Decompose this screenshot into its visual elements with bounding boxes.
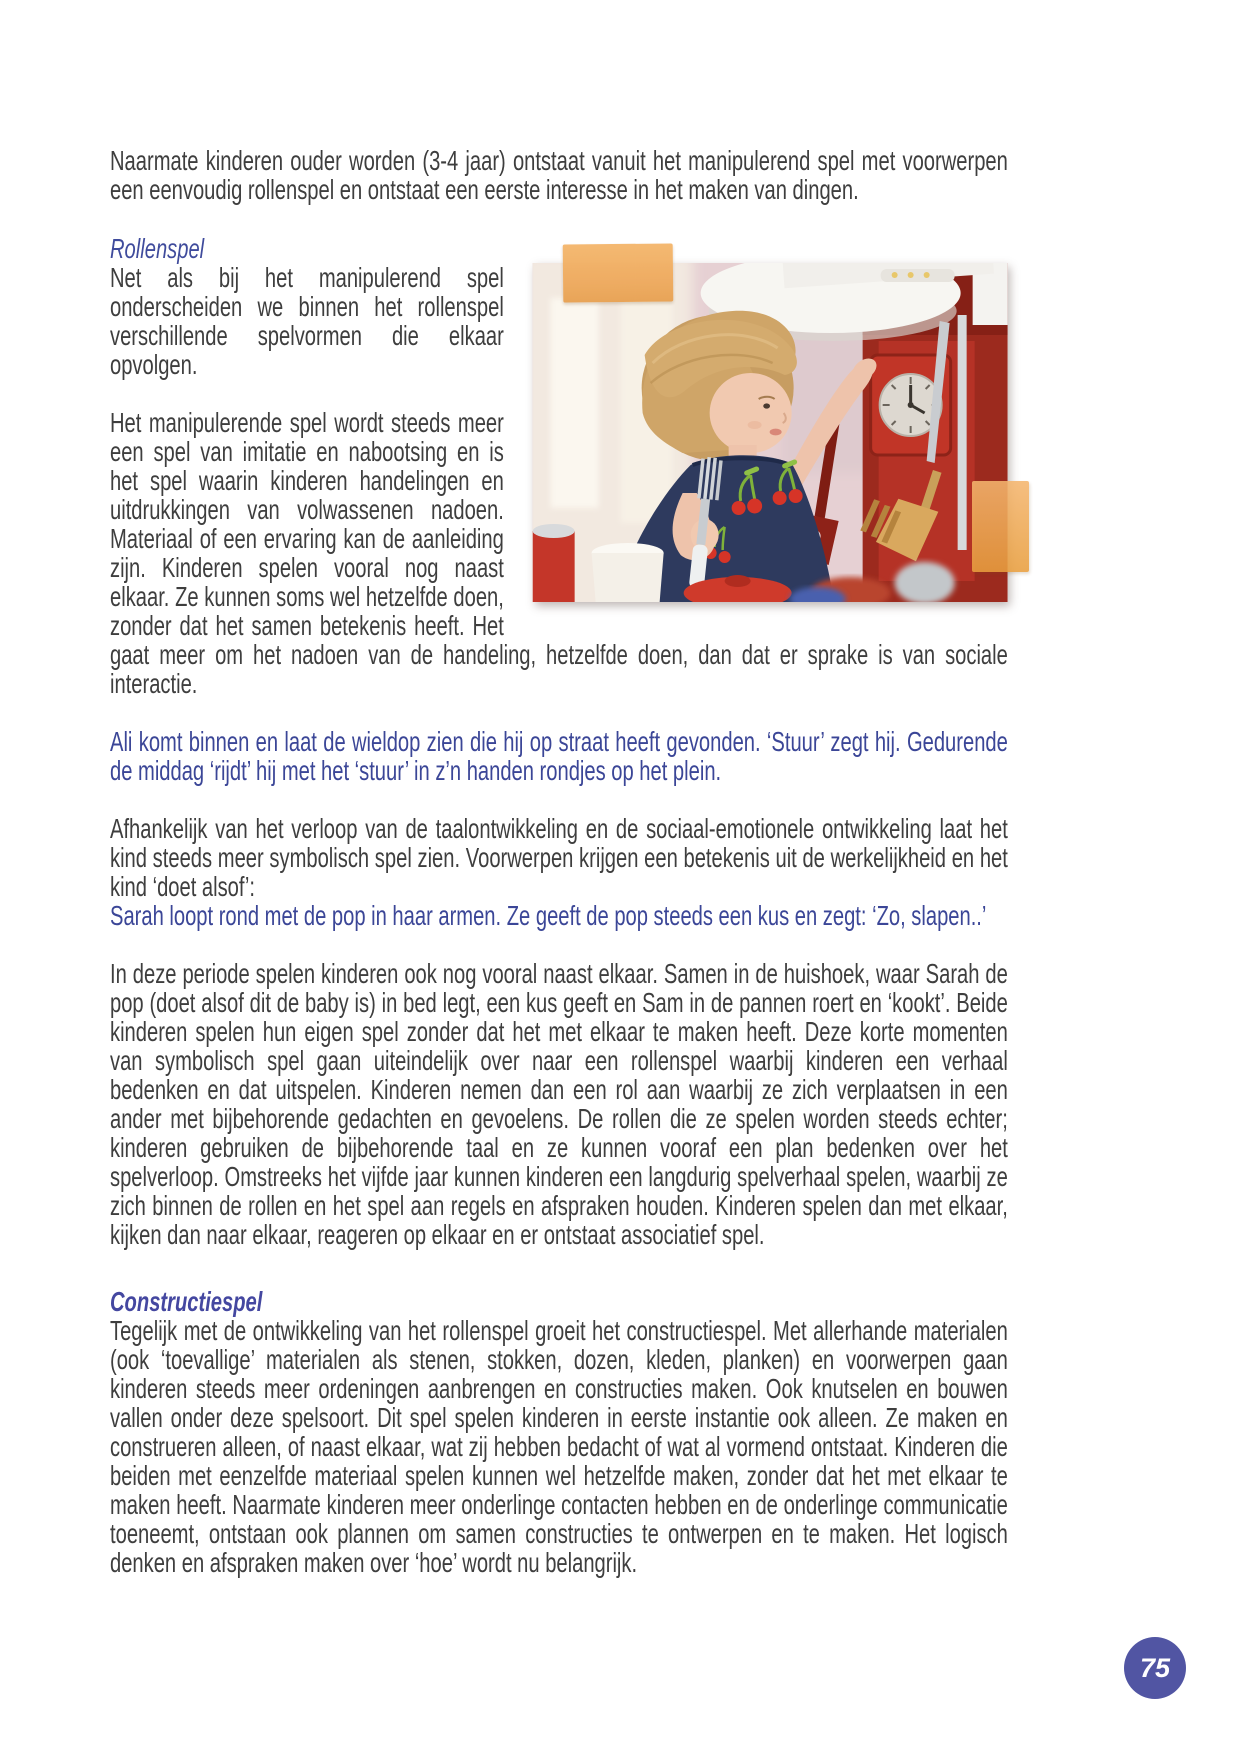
text-column <box>110 146 1008 1577</box>
toy-kitchen-photo-illustration <box>533 263 1008 602</box>
rollenspel-paragraph-1: Net als bij het manipulerend spel onderscheiden we binnen het rollenspel verschillende spelvormen die elkaar opvolgen. <box>110 262 504 380</box>
rollenspel-paragraph-4: In deze periode spelen kinderen ook nog vooral naast elkaar. Samen in de huishoek, waar Sarah de pop (doet alsof dit de baby is) in bed legt, een kus geeft en Sam in de pannen roert en ‘kookt’. Beide kinderen spelen hun eigen spel zonder dat het met elkaar te maken heeft. Deze korte momenten van symbolisch spel gaan uiteindelijk over naar een rollenspel waarbij kinderen een verhaal bedenken en dat uitspelen. Kinderen nemen dan een rol aan waarbij ze zich verplaatsen in een ander met bijbehorende gedachten en gevoelens. De rollen die ze spelen worden steeds echter; kinderen gebruiken de bijbehorende taal en ze kunnen vooraf een plan bedenken over het spelverloop. Omstreeks het vijfde jaar kunnen kinderen een langdurig spelverhaal spelen, waarbij ze zich binnen de rollen en het spel aan regels en afspraken houden. Kinderen spelen dan met elkaar, kijken dan naar elkaar, reageren op elkaar en er ontstaat associatief spel. <box>110 958 1008 1250</box>
section-heading-rollenspel: Rollenspel <box>110 233 205 264</box>
example-ali: Ali komt binnen en laat de wieldop zien die hij op straat heeft gevonden. ‘Stuur’ zegt hij. Gedurende de middag ‘rijdt’ hij met het ‘stuur’ in z’n handen rondjes op het plein. <box>110 726 1008 786</box>
rollenspel-paragraph-2: Het manipulerende spel wordt steeds meer een spel van imitatie en nabootsing en is het spel waarin kinderen handelingen en uitdrukkingen van volwassenen nadoen. Materiaal of een ervaring kan de aanleiding zijn. Kinderen spelen vooral nog naast elkaar. Ze kunnen soms wel hetzelfde doen, zonder dat het samen betekenis heeft. Het gaat meer om het nadoen van de handeling, hetzelfde doen, dan dat er sprake is van sociale interactie. <box>110 407 1008 699</box>
sticky-tab-top <box>563 243 674 302</box>
section-heading-constructiespel: Constructiespel <box>110 1286 263 1317</box>
sticky-tab-right <box>972 481 1029 572</box>
photo-toy-kitchen <box>533 263 1008 602</box>
constructiespel-paragraph-1: Tegelijk met de ontwikkeling van het rollenspel groeit het constructiespel. Met allerhande materialen (ook ‘toevallige’ materialen als stenen, stokken, dozen, kleden, planken) en voorwerpen gaan kinderen steeds meer ordeningen aanbrengen en constructies maken. Ook knutselen en bouwen vallen onder deze spelsoort. Dit spel spelen kinderen in eerste instantie ook alleen. Ze maken en construeren alleen, of naast elkaar, wat zij hebben bedacht of wat al vormend ontstaat. Kinderen die beiden met eenzelfde materiaal spelen kunnen wel hetzelfde maken, zonder dat het met elkaar te maken heeft. Naarmate kinderen meer onderlinge contacten hebben en de onderlinge communicatie toeneemt, ontstaan ook plannen om samen constructies te ontwerpen en te maken. Het logisch denken en afspraken maken over ‘hoe’ wordt nu belangrijk. <box>110 1315 1008 1578</box>
page-number-badge: 75 <box>1124 1637 1186 1699</box>
example-sarah: Sarah loopt rond met de pop in haar armen. Ze geeft de pop steeds een kus en zegt: ‘Zo, slapen..’ <box>110 900 987 931</box>
intro-paragraph: Naarmate kinderen ouder worden (3-4 jaar) ontstaat vanuit het manipulerend spel met voorwerpen een eenvoudig rollenspel en ontstaat een eerste interesse in het maken van dingen. <box>110 145 1008 205</box>
photo-frame <box>533 263 1008 602</box>
rollenspel-paragraph-3: Afhankelijk van het verloop van de taalontwikkeling en de sociaal-emotionele ontwikkeling laat het kind steeds meer symbolisch spel zien. Voorwerpen krijgen een betekenis uit de werkelijkheid en het kind ‘doet alsof’: <box>110 813 1008 902</box>
